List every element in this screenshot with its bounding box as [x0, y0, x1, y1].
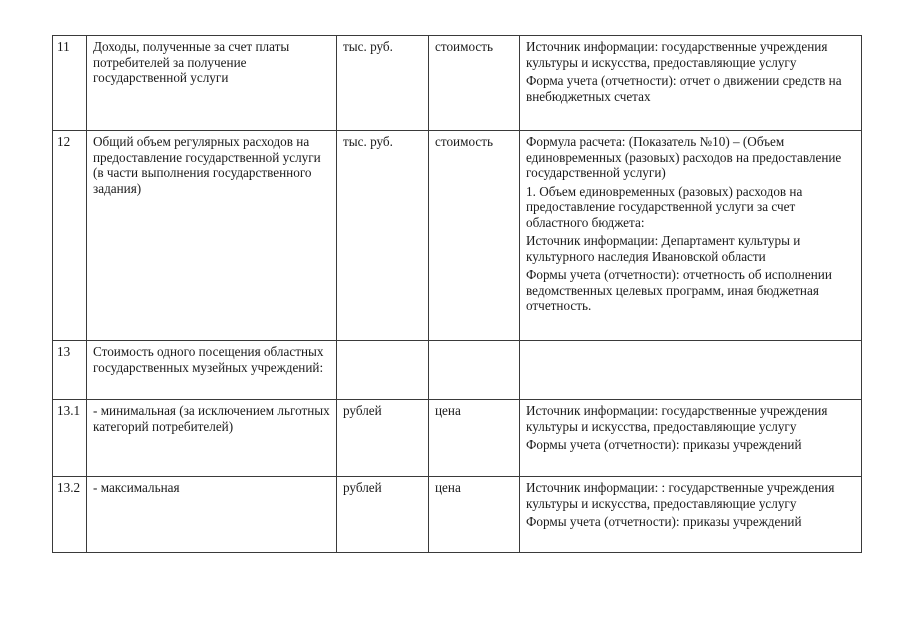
indicator-name: Стоимость одного посещения областных государственных музейных учреждений: — [87, 341, 337, 400]
unit-cell — [337, 341, 429, 400]
info-paragraph: 1. Объем единовременных (разовых) расходов на предоставление государственной услуги за счет областного бюджета: — [526, 183, 803, 230]
row-number: 13.2 — [53, 477, 87, 553]
table-row — [53, 131, 862, 341]
info-paragraph: Формы учета (отчетности): приказы учреждений — [526, 437, 802, 452]
info-cell — [520, 477, 862, 553]
type-cell: стоимость — [429, 131, 520, 341]
unit-cell: рублей — [337, 400, 429, 477]
type-cell: цена — [429, 400, 520, 477]
indicator-name: Общий объем регулярных расходов на предоставление государственной услуги (в части выполнения государственного задания) — [87, 131, 337, 341]
info-paragraph: Формы учета (отчетности): отчетность об исполнении ведомственных целевых программ, иная бюджетная отчетность. — [526, 267, 832, 313]
info-cell — [520, 36, 862, 131]
row-number: 11 — [53, 36, 87, 131]
info-paragraph: Формула расчета: (Показатель №10) – (Объем единовременных (разовых) расходов на предоставление государственной услуги) — [526, 134, 842, 180]
info-paragraph: Источник информации: Департамент культуры и культурного наследия Ивановской области — [526, 233, 801, 264]
indicator-name: Доходы, полученные за счет платы потребителей за получение государственной услуги — [87, 36, 337, 131]
info-paragraph: Источник информации: государственные учреждения культуры и искусства, предоставляющие услугу — [526, 39, 828, 70]
table-row — [53, 341, 862, 400]
info-paragraph: Форма учета (отчетности): отчет о движении средств на внебюджетных счетах — [526, 73, 842, 104]
unit-cell: рублей — [337, 477, 429, 553]
row-number: 13 — [53, 341, 87, 400]
info-cell — [520, 400, 862, 477]
table-row — [53, 400, 862, 477]
indicator-name: - минимальная (за исключением льготных категорий потребителей) — [87, 400, 337, 477]
indicator-name: - максимальная — [87, 477, 337, 553]
indicators-table — [52, 35, 862, 553]
row-number: 13.1 — [53, 400, 87, 477]
info-paragraph: Источник информации: государственные учреждения культуры и искусства, предоставляющие услугу — [526, 403, 828, 434]
unit-cell: тыс. руб. — [337, 131, 429, 341]
row-number: 12 — [53, 131, 87, 341]
type-cell — [429, 341, 520, 400]
type-cell: стоимость — [429, 36, 520, 131]
table-row — [53, 477, 862, 553]
info-paragraph: Источник информации: : государственные учреждения культуры и искусства, предоставляющие услугу — [526, 480, 835, 511]
info-cell — [520, 341, 862, 400]
info-cell — [520, 131, 862, 341]
table-row — [53, 36, 862, 131]
info-paragraph: Формы учета (отчетности): приказы учреждений — [526, 514, 802, 529]
type-cell: цена — [429, 477, 520, 553]
unit-cell: тыс. руб. — [337, 36, 429, 131]
